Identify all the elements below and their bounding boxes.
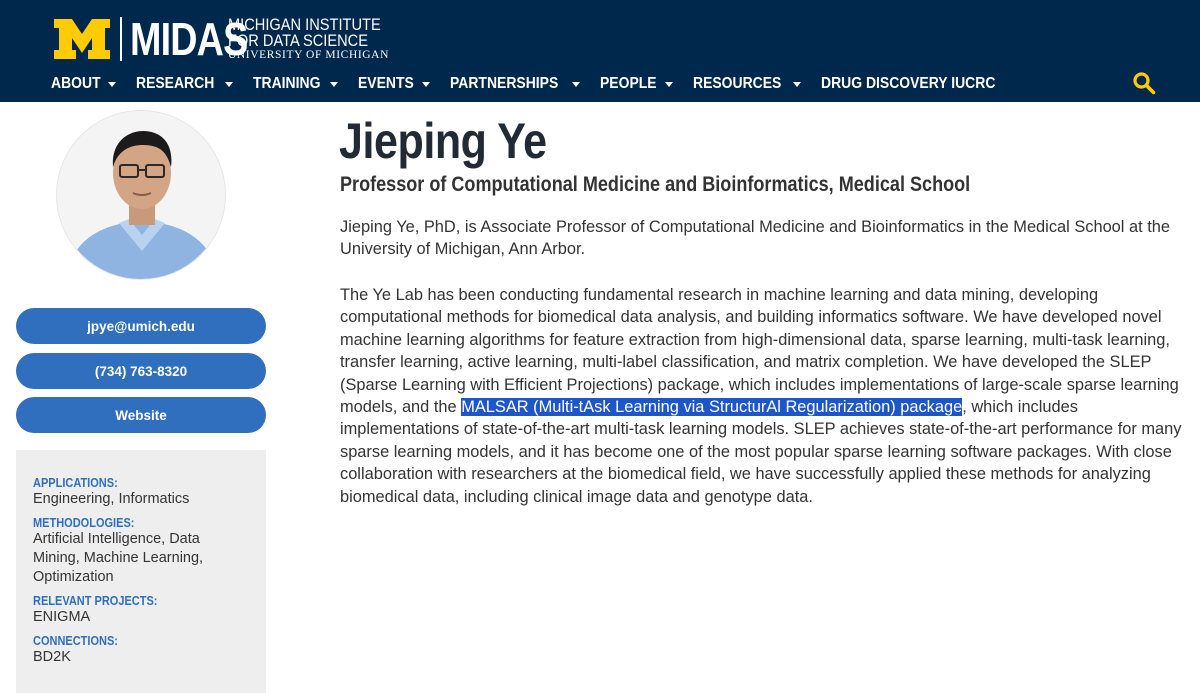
nav-training[interactable] — [253, 75, 338, 93]
bio-text: The Ye Lab has been conducting fundamental research in machine learning and data mining, developing computational methods for biomedical data analysis, and building informatics software. We have developed novel machine learning algorithms for feature extraction from high-dimensional data, sparse learning, multi-task learning, transfer learning, active learning, multi-label classification, and matrix completion. We have developed the SLEP (Sparse Learning with Efficient Projections) package, which includes implementations of large-scale sparse learning models, and the — [340, 286, 1179, 417]
main-nav — [51, 72, 1035, 96]
nav-drug-discovery[interactable] — [821, 75, 1015, 93]
caret-down-icon — [793, 82, 801, 87]
caret-down-icon — [422, 82, 430, 87]
institute-line-1: MICHIGAN INSTITUTE — [228, 15, 381, 34]
applications-heading: APPLICATIONS: — [33, 476, 118, 490]
methodologies-value: Artificial Intelligence, Data Mining, Machine Learning, Optimization — [33, 531, 204, 585]
caret-down-icon — [108, 82, 116, 87]
caret-down-icon — [330, 82, 338, 87]
institute-line-2: FOR DATA SCIENCE — [228, 31, 368, 50]
midas-logo[interactable] — [52, 15, 406, 63]
caret-down-icon — [225, 82, 233, 87]
page-title: Jieping Ye — [339, 113, 547, 169]
nav-events[interactable] — [358, 75, 430, 93]
position-title: Professor of Computational Medicine and Bioinformatics, Medical School — [340, 173, 971, 196]
search-icon[interactable] — [1132, 71, 1156, 95]
nav-partnerships[interactable] — [450, 75, 580, 93]
phone-label: (734) 763-8320 — [94, 363, 188, 379]
nav-about[interactable] — [51, 75, 116, 93]
nav-label: PEOPLE — [600, 75, 657, 92]
nav-people[interactable] — [600, 75, 673, 93]
connections-heading: CONNECTIONS: — [33, 634, 118, 648]
brand-wordmark: MIDAS — [130, 13, 248, 65]
institute-name — [228, 17, 406, 61]
caret-down-icon — [572, 82, 580, 87]
nav-research[interactable] — [136, 75, 233, 93]
institute-line-3: UNIVERSITY OF MICHIGAN — [228, 49, 389, 61]
profile-photo — [56, 110, 226, 280]
site-header — [0, 0, 1200, 102]
nav-label: PARTNERSHIPS — [450, 75, 559, 92]
website-label: Website — [115, 407, 167, 423]
bio-text: , which includes implementations of state-of-the-art multi-task learning models. SLEP achieves state-of-the-art performance for many sparse learning models, and it has become one of the most popular sparse learning software packages. With close collaboration with researchers at the biomedical field, we have successfully applied these methods for analyzing biomedical data, including clinical image data and genotype data. — [340, 398, 1182, 506]
profile-details-panel — [16, 450, 266, 693]
phone-button[interactable] — [16, 353, 266, 389]
caret-down-icon — [665, 82, 673, 87]
projects-heading: RELEVANT PROJECTS: — [33, 594, 158, 608]
person-portrait-icon — [57, 111, 226, 280]
nav-label: ABOUT — [51, 75, 101, 92]
applications-value: Engineering, Informatics — [33, 491, 190, 507]
nav-label: RESOURCES — [693, 75, 782, 92]
bio-paragraph-1: Jieping Ye, PhD, is Associate Professor of Computational Medicine and Bioinformatics in the Medical School at the University of Michigan, Ann Arbor. — [340, 218, 1170, 259]
projects-value: ENIGMA — [33, 609, 91, 625]
email-button[interactable] — [16, 308, 266, 344]
nav-label: TRAINING — [253, 75, 321, 92]
email-label: jpye@umich.edu — [87, 318, 195, 334]
nav-resources[interactable] — [693, 75, 801, 93]
brand-divider — [120, 17, 122, 61]
nav-label: DRUG DISCOVERY IUCRC — [821, 75, 996, 92]
methodologies-heading: METHODOLOGIES: — [33, 516, 135, 530]
connections-value: BD2K — [33, 649, 71, 665]
block-m-logo-icon — [52, 17, 112, 61]
nav-label: RESEARCH — [136, 75, 215, 92]
selected-text[interactable]: MALSAR (Multi-tAsk Learning via StructurAl Regularization) package — [461, 398, 963, 417]
nav-label: EVENTS — [358, 75, 414, 92]
bio-paragraph-2 — [340, 284, 1190, 508]
website-button[interactable] — [16, 397, 266, 433]
